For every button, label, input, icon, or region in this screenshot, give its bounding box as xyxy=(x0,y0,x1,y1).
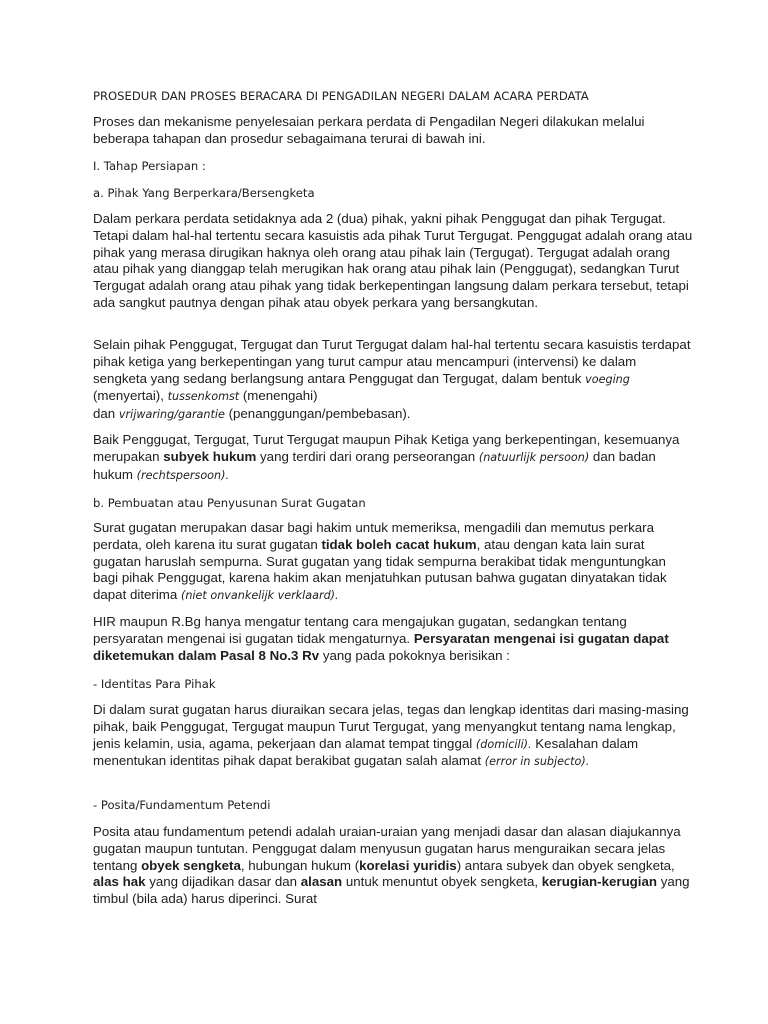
text-run: HIR maupun R.Bg hanya mengatur tentang cara mengajukan gugatan, sedangkan tentang persyaratan mengenai isi gugatan tidak mengaturnya. xyxy=(93,614,627,646)
text-run: yang dijadikan dasar dan xyxy=(145,874,301,890)
subheading-surat-gugatan: b. Pembuatan atau Penyusunan Surat Gugatan xyxy=(93,496,366,510)
list-item-posita: - Posita/Fundamentum Petendi xyxy=(93,798,271,812)
text-run: , atau dengan kata lain surat gugatan haruslah sempurna. Surat gugatan yang tidak sempurna berakibat tidak menguntungkan bagi pihak Penggugat, karena hakim akan menjatuhkan putusan bahwa gugatan dinyatakan tidak dapat diterima xyxy=(93,536,667,603)
bold-term: tidak boleh cacat hukum xyxy=(321,536,477,552)
bold-term: subyek hukum xyxy=(163,448,257,464)
paragraph-posita xyxy=(93,824,693,908)
paragraph-hir-rbg xyxy=(93,614,693,664)
bold-term: Persyaratan mengenai isi gugatan dapat diketemukan dalam Pasal 8 No.3 Rv xyxy=(93,630,669,663)
text-run: Surat gugatan merupakan dasar bagi hakim untuk memeriksa, mengadili dan memutus perkara perdata, oleh karena itu surat gugatan xyxy=(93,520,654,552)
text-run: Posita atau fundamentum petendi adalah uraian-uraian yang menjadi dasar dan alasan diajukannya gugatan maupun tuntutan. Penggugat dalam menyusun gugatan harus menguraikan secara jelas tentang xyxy=(93,824,681,873)
paragraph-pihak: Dalam perkara perdata setidaknya ada 2 (dua) pihak, yakni pihak Penggugat dan pihak Tergugat. Tetapi dalam hal-hal tertentu secara kasuistis ada pihak Turut Tergugat. Penggugat adalah orang atau pihak yang merasa dirugikan haknya oleh orang atau pihak lain (Tergugat). Tergugat adalah orang atau pihak yang dianggap telah merugikan hak orang atau pihak lain (Penggugat), sedangkan Turut Tergugat adalah orang atau pihak yang tidak berkepentingan langsung dalam perkara tersebut, tetapi ada sangkut pautnya dengan pihak atau obyek perkara yang bersangkutan. xyxy=(93,211,693,310)
italic-term: tussenkomst xyxy=(167,390,240,404)
text-run: (menengahi) xyxy=(239,388,318,404)
text-run: ) antara subyek dan obyek sengketa, xyxy=(456,857,675,873)
italic-term: voeging xyxy=(585,372,630,386)
text-run: dan badan hukum xyxy=(93,448,656,482)
bold-term: alas hak xyxy=(93,874,146,890)
text-run: Kesalahan dalam menentukan identitas pihak dapat berakibat gugatan salah alamat xyxy=(93,735,639,769)
italic-term: vrijwaring/garantie xyxy=(118,408,225,422)
bold-term: obyek sengketa xyxy=(141,857,241,873)
paragraph-identitas xyxy=(93,702,693,771)
italic-term: (rechtspersoon). xyxy=(136,468,230,482)
text-run: , hubungan hukum ( xyxy=(240,857,360,873)
text-run: untuk menuntut obyek sengketa, xyxy=(342,874,542,890)
text-run: (penanggungan/pembebasan). xyxy=(224,406,411,422)
text-run: yang terdiri dari orang perseorangan xyxy=(256,448,479,464)
intro-paragraph: Proses dan mekanisme penyelesaian perkara perdata di Pengadilan Negeri dilakukan melalui beberapa tahapan dan prosedur sebagaimana terurai di bawah ini. xyxy=(93,114,645,146)
italic-term: (niet onvankelijk verklaard). xyxy=(180,589,339,603)
section-heading-persiapan: I. Tahap Persiapan : xyxy=(93,159,206,173)
paragraph-surat-gugatan xyxy=(93,520,693,605)
subheading-pihak: a. Pihak Yang Berperkara/Bersengketa xyxy=(93,186,315,200)
bold-term: korelasi yuridis xyxy=(359,857,457,873)
italic-term: (natuurlijk persoon) xyxy=(478,450,590,464)
list-item-identitas: - Identitas Para Pihak xyxy=(93,677,216,691)
paragraph-intervensi xyxy=(93,337,693,424)
text-run: Di dalam surat gugatan harus diuraikan secara jelas, tegas dan lengkap identitas dari masing-masing pihak, baik Penggugat, Tergugat maupun Turut Tergugat, yang menyangkut tentang nama lengkap, jenis kelamin, usia, agama, pekerjaan dan alamat tempat tinggal xyxy=(93,702,689,751)
document-title: PROSEDUR DAN PROSES BERACARA DI PENGADILAN NEGERI DALAM ACARA PERDATA xyxy=(93,89,589,103)
text-run: Baik Penggugat, Tergugat, Turut Tergugat maupun Pihak Ketiga yang berkepentingan, kesemuanya merupakan xyxy=(93,432,680,464)
italic-term: (error in subjecto). xyxy=(484,755,590,769)
text-run: Selain pihak Penggugat, Tergugat dan Turut Tergugat dalam hal-hal tertentu secara kasuistis terdapat pihak ketiga yang berkepentingan yang turut campur atau mencampuri (intervensi) ke dalam sengketa yang sedang berlangsung antara Penggugat dan Tergugat, dalam bentuk xyxy=(93,337,691,386)
paragraph-subyek-hukum xyxy=(93,432,693,484)
text-run: yang timbul (bila ada) harus diperinci. Surat xyxy=(93,874,690,907)
text-run: yang pada pokoknya berisikan : xyxy=(319,647,510,663)
italic-term: (domicili). xyxy=(475,737,532,751)
bold-term: alasan xyxy=(300,874,343,890)
text-run: (menyertai), xyxy=(93,388,168,404)
text-run: dan xyxy=(93,406,119,422)
bold-term: kerugian-kerugian xyxy=(541,874,658,890)
